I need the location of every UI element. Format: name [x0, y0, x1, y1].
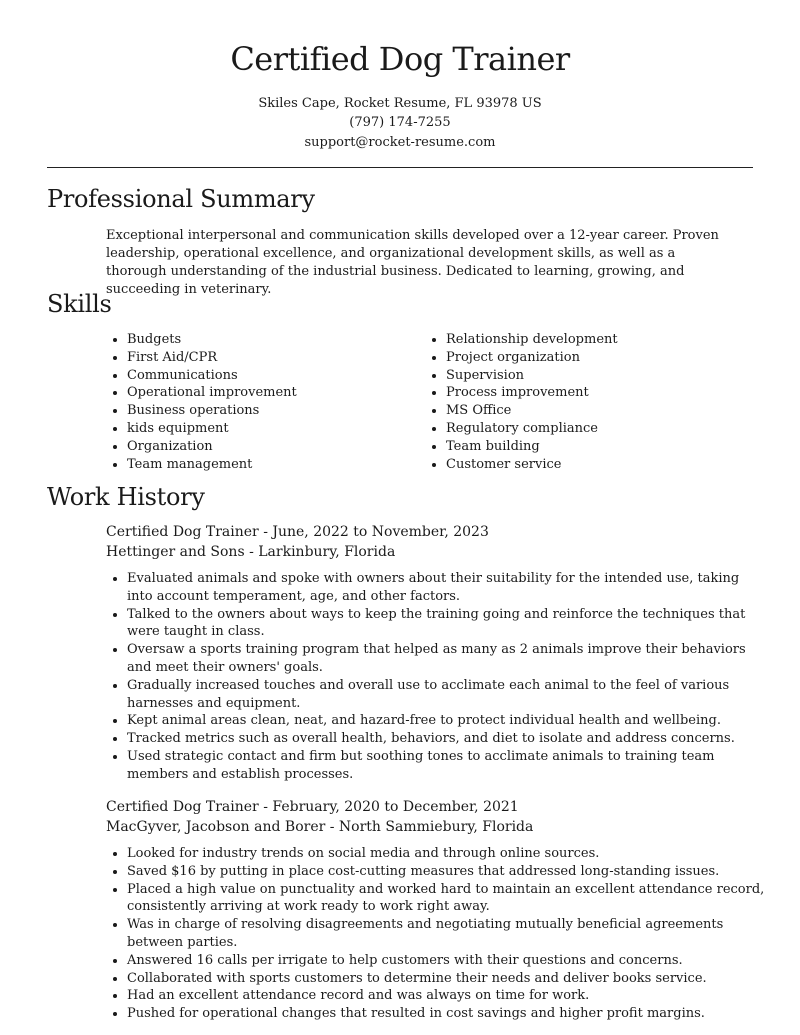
skill-item: • Budgets [127, 331, 427, 349]
skills-heading: Skills [47, 290, 112, 318]
skill-item: • First Aid/CPR [127, 349, 427, 367]
job-bullet: • Used strategic contact and firm but soothing tones to acclimate animals to training team members and establish processes. [127, 748, 767, 784]
email-link[interactable]: support@rocket-resume.com [304, 134, 496, 150]
job-bullet: • Had an excellent attendance record and was always on time for work. [127, 987, 767, 1005]
summary-heading: Professional Summary [47, 185, 315, 213]
job-bullet: • Placed a high value on punctuality and worked hard to maintain an excellent attendance record, consistently arriving at work ready to work right away. [127, 881, 767, 917]
job-bullet: • Collaborated with sports customers to determine their needs and deliver books service. [127, 970, 767, 988]
job-bullet: • Was in charge of resolving disagreements and negotiating mutually beneficial agreements between parties. [127, 916, 767, 952]
job-bullet: • Oversaw a sports training program that helped as many as 2 animals improve their behaviors and meet their owners' goals. [127, 641, 767, 677]
work-history-heading: Work History [47, 483, 205, 511]
address-text: Skiles Cape, Rocket Resume, FL 93978 US [258, 96, 542, 111]
skills-list-left [107, 331, 427, 473]
skill-item: • Operational improvement [127, 384, 427, 402]
skill-item: • Process improvement [446, 384, 766, 402]
job-bullet: • Saved $16 by putting in place cost-cutting measures that addressed long-standing issues. [127, 863, 767, 881]
skill-item: • Supervision [446, 367, 766, 385]
skill-item: • Customer service [446, 456, 766, 474]
skill-item: • Business operations [127, 402, 427, 420]
skill-item: • Team management [127, 456, 427, 474]
candidate-title: Certified Dog Trainer [230, 40, 570, 78]
job-bullets [107, 570, 767, 784]
job-company: Hettinger and Sons - Larkinbury, Florida [106, 544, 396, 560]
skills-list-right [426, 331, 766, 473]
job-bullet: • Evaluated animals and spoke with owners about their suitability for the intended use, taking into account temperament, age, and other factors. [127, 570, 767, 606]
skill-item: • Relationship development [446, 331, 766, 349]
skill-item: • Regulatory compliance [446, 420, 766, 438]
skill-item: • Communications [127, 367, 427, 385]
header-divider [47, 167, 753, 168]
summary-text: Exceptional interpersonal and communication skills developed over a 12-year career. Proven leadership, operational excellence, and organizational development skills, as well as a thorough understanding of the industrial business. Dedicated to learning, growing, and succeeding in veterinary. [106, 228, 719, 297]
skill-item: • Organization [127, 438, 427, 456]
job-bullet: • Pushed for operational changes that resulted in cost savings and higher profit margins. [127, 1005, 767, 1023]
job-bullet: • Looked for industry trends on social media and through online sources. [127, 845, 767, 863]
job-bullet: • Talked to the owners about ways to keep the training going and reinforce the techniques that were taught in class. [127, 606, 767, 642]
job-company: MacGyver, Jacobson and Borer - North Sammiebury, Florida [106, 819, 534, 835]
job-bullet: • Tracked metrics such as overall health, behaviors, and diet to isolate and address concerns. [127, 730, 767, 748]
skill-item: • MS Office [446, 402, 766, 420]
job-bullet: • Kept animal areas clean, neat, and hazard-free to protect individual health and wellbeing. [127, 712, 767, 730]
contact-block [0, 94, 800, 152]
job-bullet: • Answered 16 calls per irrigate to help customers with their questions and concerns. [127, 952, 767, 970]
job-bullets [107, 845, 767, 1023]
skill-item: • Project organization [446, 349, 766, 367]
phone-text: (797) 174-7255 [349, 115, 451, 131]
skill-item: • Team building [446, 438, 766, 456]
job-title: Certified Dog Trainer - June, 2022 to November, 2023 [106, 524, 489, 540]
skill-item: • kids equipment [127, 420, 427, 438]
job-bullet: • Gradually increased touches and overall use to acclimate each animal to the feel of various harnesses and equipment. [127, 677, 767, 713]
job-title: Certified Dog Trainer - February, 2020 to December, 2021 [106, 799, 519, 815]
